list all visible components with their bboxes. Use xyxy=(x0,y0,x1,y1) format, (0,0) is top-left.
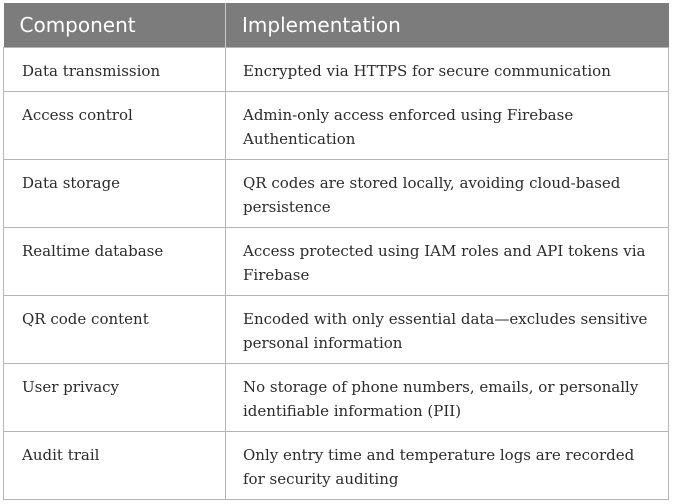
implementation-cell: Encoded with only essential data—excludes sensitive personal information xyxy=(226,296,669,364)
component-cell: QR code content xyxy=(4,296,226,364)
header-component: Component xyxy=(4,3,226,48)
component-cell: Realtime database xyxy=(4,228,226,296)
component-cell: User privacy xyxy=(4,364,226,432)
component-cell: Access control xyxy=(4,92,226,160)
header-implementation: Implementation xyxy=(226,3,669,48)
table-row xyxy=(4,228,669,296)
table-row xyxy=(4,48,669,92)
component-cell: Audit trail xyxy=(4,432,226,500)
table-row xyxy=(4,296,669,364)
table-row xyxy=(4,92,669,160)
implementation-cell: Access protected using IAM roles and API tokens via Firebase xyxy=(226,228,669,296)
header-row xyxy=(4,3,669,48)
implementation-cell: Admin-only access enforced using Firebase Authentication xyxy=(226,92,669,160)
implementation-cell: No storage of phone numbers, emails, or personally identifiable information (PII) xyxy=(226,364,669,432)
implementation-cell: Only entry time and temperature logs are recorded for security auditing xyxy=(226,432,669,500)
implementation-cell: QR codes are stored locally, avoiding cloud-based persistence xyxy=(226,160,669,228)
implementation-cell: Encrypted via HTTPS for secure communication xyxy=(226,48,669,92)
component-cell: Data storage xyxy=(4,160,226,228)
component-cell: Data transmission xyxy=(4,48,226,92)
table-row xyxy=(4,364,669,432)
security-table xyxy=(3,3,669,500)
table-row xyxy=(4,432,669,500)
table-row xyxy=(4,160,669,228)
